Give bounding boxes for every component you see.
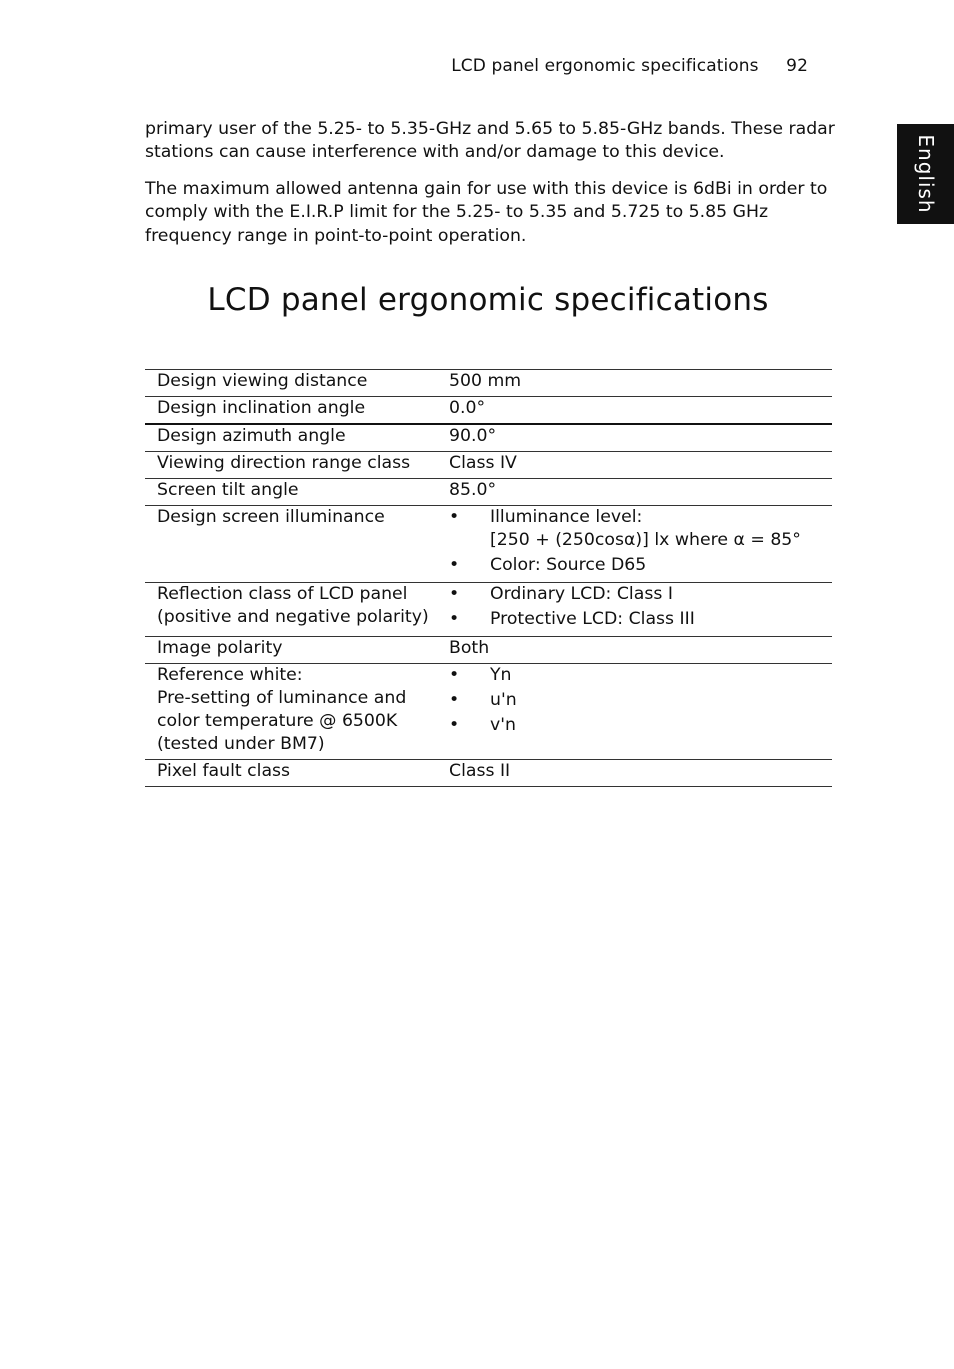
- list-item: [449, 608, 828, 631]
- spec-bullet-list: [449, 583, 828, 631]
- bullet-icon: •: [449, 690, 460, 710]
- spec-label: color temperature @ 6500K: [157, 711, 398, 731]
- spec-bullet-list: [449, 506, 828, 577]
- spec-value-cell: [439, 479, 832, 506]
- spec-label-cell: [145, 452, 439, 479]
- table-row: [145, 452, 832, 479]
- spec-label: Reference white:: [157, 665, 303, 685]
- spec-label-cell: [145, 583, 439, 637]
- spec-bullet-text: Illuminance level:: [490, 507, 643, 527]
- bullet-icon: •: [449, 665, 460, 685]
- spec-value-cell: [439, 760, 832, 787]
- spec-label-cell: [145, 760, 439, 787]
- spec-label: Image polarity: [157, 638, 283, 658]
- spec-label-cell: [145, 397, 439, 425]
- table-row: [145, 637, 832, 664]
- spec-label: Screen tilt angle: [157, 480, 299, 500]
- table-row: [145, 479, 832, 506]
- running-header-title: LCD panel ergonomic specifications: [451, 56, 759, 76]
- spec-value: Class IV: [449, 453, 517, 473]
- spec-label: (tested under BM7): [157, 734, 325, 754]
- list-item: [449, 664, 828, 687]
- spec-label: Pre-setting of luminance and: [157, 688, 407, 708]
- list-item: [449, 583, 828, 606]
- spec-label-cell: [145, 370, 439, 397]
- spec-bullet-text: Ordinary LCD: Class I: [490, 584, 673, 604]
- spec-label-cell: [145, 664, 439, 760]
- spec-value: Both: [449, 638, 490, 658]
- table-row: [145, 397, 832, 425]
- list-item: [449, 689, 828, 712]
- spec-label: Design viewing distance: [157, 371, 368, 391]
- spec-bullet-text: [250 + (250cosα)] lx where α = 85°: [490, 530, 801, 550]
- spec-bullet-text: Protective LCD: Class III: [490, 609, 695, 629]
- section-title: LCD panel ergonomic specifications: [207, 282, 769, 318]
- spec-value: Class II: [449, 761, 511, 781]
- spec-bullet-list: [449, 664, 828, 737]
- spec-label-cell: [145, 424, 439, 452]
- bullet-icon: •: [449, 507, 460, 527]
- paragraph-radar-interference: primary user of the 5.25- to 5.35-GHz and 5.65 to 5.85-GHz bands. These radar stations can cause interference with and/or damage to this device.: [145, 119, 835, 163]
- running-header: [451, 56, 808, 76]
- spec-label: Pixel fault class: [157, 761, 291, 781]
- page-number: 92: [786, 56, 808, 76]
- spec-label-cell: [145, 479, 439, 506]
- spec-label-cell: [145, 637, 439, 664]
- spec-bullet-text: Color: Source D65: [490, 555, 647, 575]
- spec-label: Reflection class of LCD panel: [157, 584, 408, 604]
- spec-bullet-text: u'n: [490, 690, 517, 710]
- table-row: [145, 424, 832, 452]
- spec-label: Design azimuth angle: [157, 426, 346, 446]
- spec-table: [145, 369, 832, 787]
- spec-value-cell: [439, 664, 832, 760]
- language-side-tab-label: English: [913, 134, 938, 214]
- spec-value: 500 mm: [449, 371, 522, 391]
- spec-value-cell: [439, 506, 832, 583]
- bullet-icon: •: [449, 584, 460, 604]
- table-row: [145, 370, 832, 397]
- spec-value-cell: [439, 397, 832, 425]
- list-item: [449, 714, 828, 737]
- language-side-tab: [897, 124, 954, 224]
- table-row: [145, 760, 832, 787]
- spec-value-cell: [439, 370, 832, 397]
- spec-bullet-text: v'n: [490, 715, 516, 735]
- bullet-icon: •: [449, 609, 460, 629]
- table-row: [145, 506, 832, 583]
- spec-value: 85.0°: [449, 480, 497, 500]
- spec-label: Viewing direction range class: [157, 453, 411, 473]
- spec-value-cell: [439, 583, 832, 637]
- list-item: [449, 506, 828, 552]
- spec-label-cell: [145, 506, 439, 583]
- bullet-icon: •: [449, 715, 460, 735]
- table-row: [145, 583, 832, 637]
- bullet-icon: •: [449, 555, 460, 575]
- spec-value: 90.0°: [449, 426, 497, 446]
- spec-table-body: [145, 370, 832, 787]
- spec-label: Design screen illuminance: [157, 507, 385, 527]
- spec-value-cell: [439, 637, 832, 664]
- spec-label: Design inclination angle: [157, 398, 366, 418]
- spec-label: (positive and negative polarity): [157, 607, 429, 627]
- spec-value-cell: [439, 424, 832, 452]
- table-row: [145, 664, 832, 760]
- spec-bullet-text: Yn: [490, 665, 512, 685]
- spec-value-cell: [439, 452, 832, 479]
- paragraph-antenna-gain: The maximum allowed antenna gain for use with this device is 6dBi in order to comply with the E.I.R.P limit for the 5.25- to 5.35 and 5.725 to 5.85 GHz frequency range in point-to-point operation.: [145, 179, 828, 246]
- spec-value: 0.0°: [449, 398, 486, 418]
- list-item: [449, 554, 828, 577]
